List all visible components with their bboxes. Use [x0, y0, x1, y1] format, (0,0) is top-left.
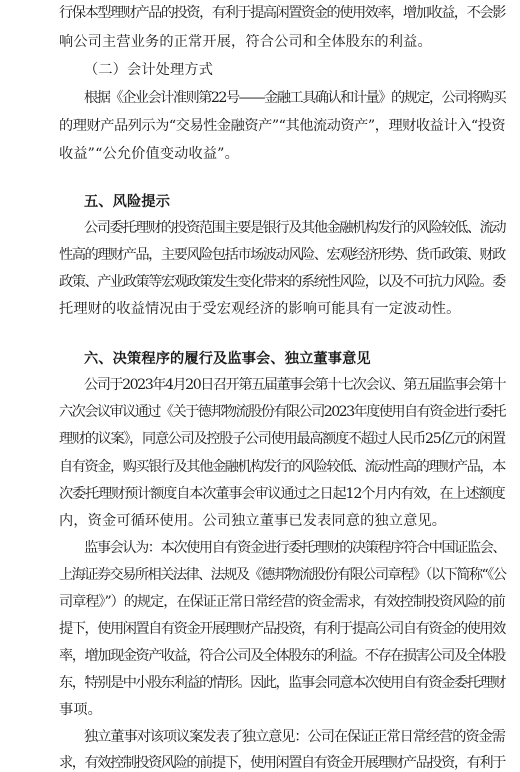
text-line: 公司于2023年4月20日召开第五届董事会第十七次会议、第五届监事会第十 — [84, 377, 506, 393]
text-line: 事项。 — [59, 702, 103, 718]
text-line: 公司委托理财的投资范围主要是银行及其他金融机构发行的风险较低、流动 — [84, 220, 506, 236]
text-line: 司章程》”）的规定，在保证正常日常经营的资金需求，有效控制投资风险的前 — [59, 594, 505, 610]
text-line: 率，增加现金资产收益，符合公司及全体股东的利益。不存在损害公司及全体股 — [59, 648, 505, 664]
text-line: 东，特别是中小股东利益的情形。因此，监事会同意本次使用自有资金委托理财 — [59, 675, 505, 691]
text-line: 提下，使用闲置自有资金开展理财产品投资，有利于提高公司自有资金的使用效 — [59, 621, 505, 637]
text-line: 性高的理财产品，主要风险包括市场波动风险、宏观经济形势、货币政策、财政 — [59, 247, 505, 263]
text-line: 监事会认为：本次使用自有资金进行委托理财的决策程序符合中国证监会、 — [84, 540, 506, 556]
text-line: 上海证券交易所相关法律、法规及《德邦物流股份有限公司章程》（以下简称“《公 — [59, 567, 506, 583]
section-heading-decision: 六、决策程序的履行及监事会、独立董事意见 — [84, 351, 371, 367]
subsection-heading: （二）会计处理方式 — [84, 62, 214, 78]
text-line: 内，资金可循环使用。公司独立董事已发表同意的独立意见。 — [59, 513, 447, 529]
text-line: 求，有效控制投资风险的前提下，使用闲置自有资金开展理财产品投资，有利于 — [59, 755, 505, 771]
text-line: 托理财的收益情况由于受宏观经济的影响可能具有一定波动性。 — [59, 301, 461, 317]
text-line: 六次会议审议通过《关于德邦物流股份有限公司2023年度使用自有资金进行委托 — [59, 404, 505, 420]
text-line: 根据《企业会计准则第22号——金融工具确认和计量》的规定，公司将购买 — [84, 90, 506, 106]
text-line: 次委托理财预计额度自本次董事会审议通过之日起12个月内有效，在上述额度 — [59, 486, 505, 502]
text-line: 自有资金，购买银行及其他金融机构发行的风险较低、流动性高的理财产品，本 — [59, 459, 505, 475]
text-line: 政策、产业政策等宏观政策发生变化带来的系统性风险，以及不可抗力风险。委 — [59, 274, 505, 290]
text-line: 的理财产品列示为“交易性金融资产”“其他流动资产”，理财收益计入“投资 — [59, 118, 506, 134]
text-line: 响公司主营业务的正常开展，符合公司和全体股东的利益。 — [59, 34, 432, 50]
section-heading-risk: 五、风险提示 — [84, 194, 171, 210]
text-line: 行保本型理财产品的投资，有利于提高闲置资金的使用效率，增加收益，不会影 — [59, 5, 505, 21]
text-line: 收益”“公允价值变动收益”。 — [59, 146, 239, 162]
text-line: 理财的议案》，同意公司及控股子公司使用最高额度不超过人民币25亿元的闲置 — [59, 431, 505, 447]
text-line: 独立董事对该项议案发表了独立意见：公司在保证正常日常经营的资金需 — [84, 729, 505, 745]
